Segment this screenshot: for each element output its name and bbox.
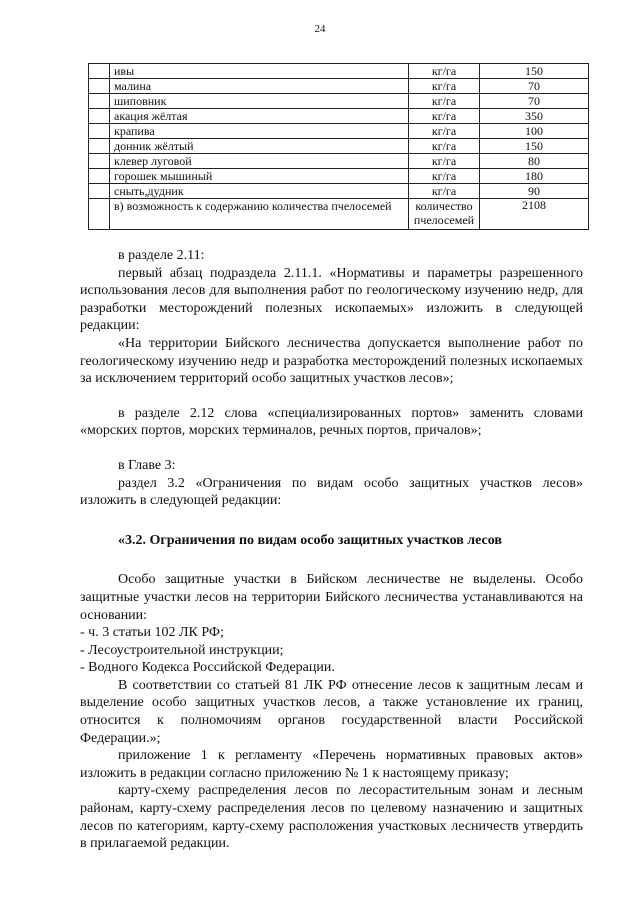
row-marker-cell bbox=[89, 199, 110, 230]
unit-cell: количество пчелосемей bbox=[409, 199, 480, 230]
table-row bbox=[89, 79, 589, 94]
table-row bbox=[89, 109, 589, 124]
unit-cell: кг/га bbox=[409, 64, 480, 79]
row-marker-cell bbox=[89, 94, 110, 109]
row-marker-cell bbox=[89, 154, 110, 169]
unit-cell: кг/га bbox=[409, 154, 480, 169]
table-row bbox=[89, 124, 589, 139]
paragraph: приложение 1 к регламенту «Перечень нормативных правовых актов» изложить в редакции согласно приложению № 1 к настоящему приказу; bbox=[80, 748, 583, 781]
paragraph: в разделе 2.11: bbox=[118, 248, 205, 263]
species-name-cell: акация жёлтая bbox=[110, 109, 409, 124]
unit-cell: кг/га bbox=[409, 79, 480, 94]
value-cell: 100 bbox=[480, 124, 589, 139]
species-name-cell: сныть,дудник bbox=[110, 184, 409, 199]
paragraph: первый абзац подраздела 2.11.1. «Нормативы и параметры разрешенного использования лесов для выполнения работ по геологическому изучению недр, для разработки месторождений полезных ископаемых» изложить в следующей редакции: bbox=[80, 265, 583, 334]
value-cell: 2108 bbox=[480, 199, 589, 230]
row-marker-cell bbox=[89, 169, 110, 184]
value-cell: 70 bbox=[480, 94, 589, 109]
value-cell: 350 bbox=[480, 109, 589, 124]
paragraph: раздел 3.2 «Ограничения по видам особо защитных участков лесов» изложить в следующей редакции: bbox=[80, 475, 583, 509]
unit-cell: кг/га bbox=[409, 139, 480, 154]
page-number: 24 bbox=[314, 23, 326, 35]
row-marker-cell bbox=[89, 109, 110, 124]
unit-cell: кг/га bbox=[409, 94, 480, 109]
paragraph: в разделе 2.12 слова «специализированных портов» заменить словами «морских портов, морских терминалов, речных портов, причалов»; bbox=[80, 405, 583, 439]
species-norms-table bbox=[88, 63, 589, 230]
row-marker-cell bbox=[89, 139, 110, 154]
species-name-cell: крапива bbox=[110, 124, 409, 139]
unit-cell: кг/га bbox=[409, 109, 480, 124]
unit-cell: кг/га bbox=[409, 169, 480, 184]
paragraph: карту-схему распределения лесов по лесорастительным зонам и лесным районам, карту-схему распределения лесов по целевому назначению и защитных лесов по категориям, карту-схему расположения участковых лесничеств утвердить в прилагаемой редакции. bbox=[80, 783, 583, 852]
row-marker-cell bbox=[89, 124, 110, 139]
unit-cell: кг/га bbox=[409, 124, 480, 139]
species-name-cell: в) возможность к содержанию количества пчелосемей bbox=[110, 199, 409, 230]
table-row bbox=[89, 94, 589, 109]
paragraph: в Главе 3: bbox=[118, 457, 176, 473]
species-name-cell: шиповник bbox=[110, 94, 409, 109]
species-name-cell: клевер луговой bbox=[110, 154, 409, 169]
row-marker-cell bbox=[89, 184, 110, 199]
list-item: - Водного Кодекса Российской Федерации. bbox=[80, 660, 335, 676]
value-cell: 80 bbox=[480, 154, 589, 169]
value-cell: 90 bbox=[480, 184, 589, 199]
paragraph: «На территории Бийского лесничества допускается выполнение работ по геологическому изучению недр и разработка месторождений полезных ископаемых за исключением территорий особо защитных участков лесов»; bbox=[80, 335, 583, 387]
list-item: - ч. 3 статьи 102 ЛК РФ; bbox=[80, 625, 224, 641]
row-marker-cell bbox=[89, 64, 110, 79]
row-marker-cell bbox=[89, 79, 110, 94]
species-name-cell: малина bbox=[110, 79, 409, 94]
table-row bbox=[89, 154, 589, 169]
table-row bbox=[89, 184, 589, 199]
value-cell: 70 bbox=[480, 79, 589, 94]
table-row bbox=[89, 169, 589, 184]
species-name-cell: донник жёлтый bbox=[110, 139, 409, 154]
table-row bbox=[89, 199, 589, 230]
value-cell: 180 bbox=[480, 169, 589, 184]
section-heading: «3.2. Ограничения по видам особо защитных участков лесов bbox=[118, 532, 502, 548]
table-row bbox=[89, 139, 589, 154]
value-cell: 150 bbox=[480, 64, 589, 79]
table-row bbox=[89, 64, 589, 79]
paragraph: В соответствии со статьей 81 ЛК РФ отнесение лесов к защитным лесам и выделение особо защитных участков лесов, а также установление их границ, относится к полномочиям органов государственной власти Российской Федерации.»; bbox=[80, 677, 583, 746]
species-name-cell: ивы bbox=[110, 64, 409, 79]
paragraph: Особо защитные участки в Бийском лесничестве не выделены. Особо защитные участки лесов на территории Бийского лесничества устанавливаются на основании: bbox=[80, 572, 583, 623]
document-body bbox=[80, 247, 583, 853]
value-cell: 150 bbox=[480, 139, 589, 154]
list-item: - Лесоустроительной инструкции; bbox=[80, 642, 284, 658]
unit-cell: кг/га bbox=[409, 184, 480, 199]
species-name-cell: горошек мышиный bbox=[110, 169, 409, 184]
